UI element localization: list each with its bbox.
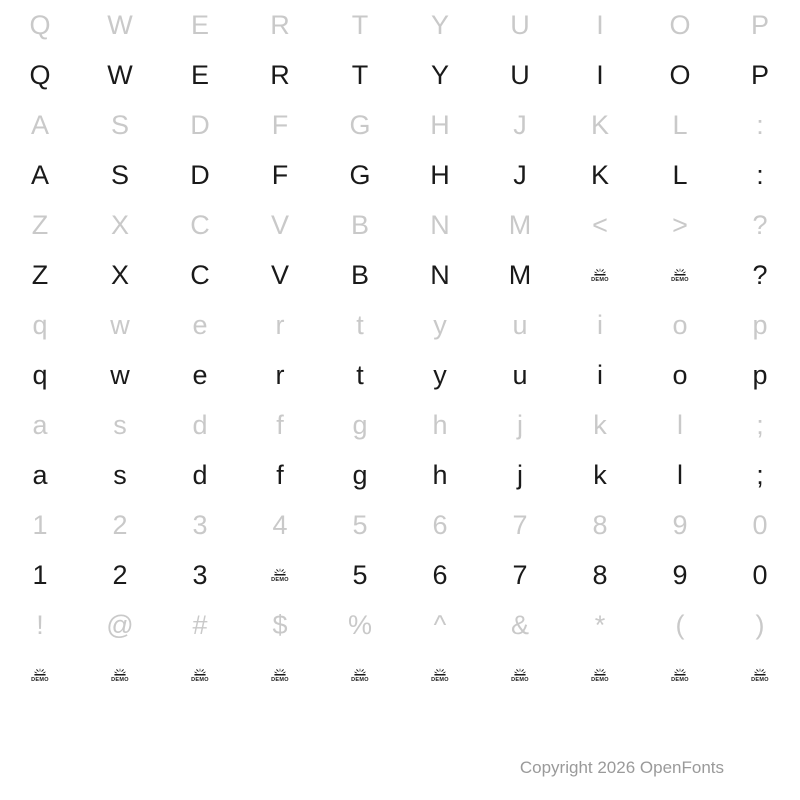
glyph-cell: d [192,459,208,490]
glyph-cell: B [350,209,369,240]
glyph-cell: 9 [672,559,688,590]
glyph-cell: $ [272,609,288,640]
glyph-cell: K [590,109,609,140]
glyph-cell: V [270,209,289,240]
glyph-cell: R [270,59,290,90]
demo-watermark-glyph [0,650,80,700]
demo-watermark-glyph [80,650,160,700]
glyph-cell: : [756,159,764,190]
demo-badge-icon [111,667,129,684]
copyright-notice: Copyright 2026 OpenFonts [519,758,724,777]
glyph-cell: X [110,259,129,290]
glyph-cell: ; [756,459,764,490]
glyph-cell: u [512,309,528,340]
glyph-cell: ) [755,609,765,640]
demo-badge-icon [591,267,609,284]
glyph-cell: Z [31,259,49,290]
demo-badge-icon [271,567,289,584]
glyph-cell: h [432,459,448,490]
glyph-cell: 3 [192,559,208,590]
glyph-cell: T [351,9,369,40]
glyph-cell: 0 [752,559,768,590]
glyph-cell: k [593,409,607,440]
glyph-cell: > [672,209,688,240]
demo-label: DEMO [191,677,209,683]
glyph-cell: y [433,309,447,340]
glyph-cell: 7 [512,559,528,590]
glyph-cell: 2 [112,559,128,590]
glyph-cell: ! [36,609,44,640]
glyph-cell: p [752,359,768,390]
demo-badge-icon [671,667,689,684]
glyph-cell: * [594,609,606,640]
demo-badge-icon [671,267,689,284]
glyph-cell: h [432,409,448,440]
demo-label: DEMO [271,577,289,583]
glyph-cell: A [30,109,49,140]
glyph-cell: O [669,59,691,90]
glyph-cell: w [110,359,130,390]
glyph-cell: I [596,9,604,40]
glyph-cell: 2 [112,509,128,540]
glyph-cell: o [672,309,688,340]
glyph-cell: G [349,109,371,140]
glyph-cell: f [276,409,284,440]
glyph-cell: ^ [433,609,447,640]
glyph-cell: : [756,109,764,140]
glyph-cell: s [113,409,127,440]
glyph-cell: I [596,59,604,90]
glyph-cell: U [510,9,530,40]
glyph-cell: L [672,109,688,140]
demo-watermark-glyph [720,650,800,700]
glyph-cell: < [592,209,608,240]
demo-label: DEMO [751,677,769,683]
demo-watermark-glyph [240,550,320,600]
glyph-cell: w [110,309,130,340]
glyph-cell: o [672,359,688,390]
glyph-cell: 1 [32,559,48,590]
glyph-cell: M [508,259,532,290]
demo-label: DEMO [671,277,689,283]
glyph-cell: r [275,359,285,390]
glyph-cell: F [271,159,289,190]
glyph-cell: @ [106,609,134,640]
glyph-cell: N [430,209,450,240]
demo-badge-icon [31,667,49,684]
glyph-cell: X [110,209,129,240]
demo-label: DEMO [31,677,49,683]
glyph-cell: 7 [512,509,528,540]
glyph-cell: W [107,59,133,90]
glyph-cell: 5 [352,509,368,540]
glyph-cell: ; [756,409,764,440]
glyph-cell: T [351,59,369,90]
glyph-cell: k [593,459,607,490]
glyph-cell: s [113,459,127,490]
demo-badge-icon [591,667,609,684]
demo-badge-icon [271,667,289,684]
glyph-cell: E [190,59,209,90]
glyph-cell: J [513,159,527,190]
glyph-cell: 9 [672,509,688,540]
demo-label: DEMO [511,677,529,683]
demo-watermark-glyph [560,250,640,300]
glyph-cell: f [276,459,284,490]
glyph-cell: e [192,309,208,340]
glyph-cell: 1 [32,509,48,540]
glyph-cell: P [750,9,769,40]
demo-watermark-glyph [400,650,480,700]
glyph-cell: g [352,409,368,440]
demo-watermark-glyph [160,650,240,700]
demo-badge-icon [511,667,529,684]
demo-watermark-glyph [560,650,640,700]
demo-badge-icon [351,667,369,684]
glyph-cell: a [32,459,48,490]
glyph-cell: H [430,109,450,140]
demo-watermark-glyph [240,650,320,700]
glyph-cell: S [110,159,129,190]
demo-label: DEMO [671,677,689,683]
glyph-cell: Q [29,59,51,90]
glyph-cell: W [107,9,133,40]
glyph-cell: # [192,609,208,640]
glyph-cell: a [32,409,48,440]
glyph-cell: B [350,259,369,290]
glyph-cell: G [349,159,371,190]
glyph-cell: U [510,59,530,90]
glyph-cell: Q [29,9,51,40]
glyph-cell: 6 [432,509,448,540]
glyph-cell: K [590,159,609,190]
demo-label: DEMO [591,277,609,283]
demo-badge-icon [431,667,449,684]
glyph-cell: j [517,409,523,440]
demo-badge-icon [191,667,209,684]
demo-watermark-glyph [640,650,720,700]
glyph-cell: C [190,209,210,240]
glyph-cell: S [110,109,129,140]
glyph-cell: p [752,309,768,340]
glyph-cell: 3 [192,509,208,540]
demo-label: DEMO [271,677,289,683]
demo-label: DEMO [591,677,609,683]
demo-watermark-glyph [320,650,400,700]
glyph-cell: E [190,9,209,40]
glyph-cell: g [352,459,368,490]
glyph-cell: % [347,609,372,640]
glyph-cell: J [513,109,527,140]
glyph-cell: 5 [352,559,368,590]
glyph-cell: F [271,109,289,140]
glyph-cell: O [669,9,691,40]
glyph-cell: A [30,159,49,190]
glyph-cell: M [508,209,532,240]
glyph-cell: Z [31,209,49,240]
glyph-cell: t [356,359,364,390]
glyph-cell: t [356,309,364,340]
demo-watermark-glyph [640,250,720,300]
glyph-cell: D [190,159,210,190]
glyph-cell: & [510,609,529,640]
glyph-cell: D [190,109,210,140]
glyph-cell: u [512,359,528,390]
glyph-cell: 4 [272,509,288,540]
glyph-cell: 8 [592,509,608,540]
glyph-cell: H [430,159,450,190]
glyph-cell: l [677,459,683,490]
glyph-cell: P [750,59,769,90]
glyph-cell: V [270,259,289,290]
demo-label: DEMO [431,677,449,683]
glyph-cell: y [433,359,447,390]
glyph-cell: C [190,259,210,290]
glyph-cell: d [192,409,208,440]
glyph-cell: R [270,9,290,40]
glyph-cell: 6 [432,559,448,590]
glyph-cell: N [430,259,450,290]
glyph-cell: q [32,359,48,390]
demo-badge-icon [751,667,769,684]
demo-watermark-glyph [480,650,560,700]
glyph-cell: 0 [752,509,768,540]
glyph-cell: l [677,409,683,440]
glyph-cell: r [275,309,285,340]
glyph-cell: 8 [592,559,608,590]
glyph-cell: ? [752,259,768,290]
glyph-cell: L [672,159,688,190]
glyph-cell: ( [675,609,685,640]
glyph-cell: i [597,309,603,340]
glyph-cell: Y [430,9,449,40]
glyph-cell: ? [752,209,768,240]
glyph-cell: j [517,459,523,490]
glyph-cell: Y [430,59,449,90]
demo-label: DEMO [111,677,129,683]
demo-label: DEMO [351,677,369,683]
glyph-cell: q [32,309,48,340]
glyph-cell: i [597,359,603,390]
glyph-cell: e [192,359,208,390]
